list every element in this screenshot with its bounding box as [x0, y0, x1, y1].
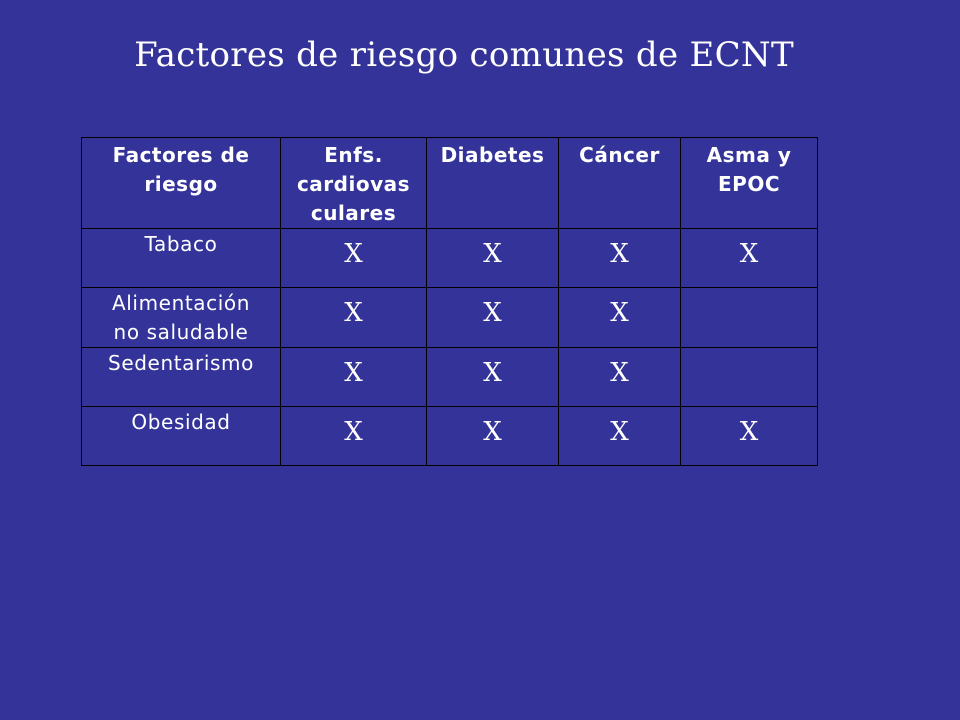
mark-cell: X	[559, 288, 681, 348]
mark-cell: X	[559, 229, 681, 288]
mark-cell	[681, 348, 818, 407]
factor-line: Tabaco	[144, 232, 218, 256]
header-diabetes	[427, 138, 559, 229]
table-row	[82, 229, 818, 288]
header-line: cardiovas	[296, 172, 411, 196]
mark-cell: X	[427, 407, 559, 466]
risk-factors-table	[81, 137, 818, 466]
header-cancer	[559, 138, 681, 229]
mark-cell: X	[281, 407, 427, 466]
header-cardiovascular	[281, 138, 427, 229]
mark-cell: X	[681, 407, 818, 466]
mark-cell: X	[281, 229, 427, 288]
factor-cell	[82, 407, 281, 466]
header-line: Factores de	[112, 143, 250, 167]
header-line: Enfs.	[324, 143, 383, 167]
factor-cell	[82, 348, 281, 407]
mark-cell	[681, 288, 818, 348]
table-row	[82, 288, 818, 348]
table-header-row	[82, 138, 818, 229]
header-risk-factors	[82, 138, 281, 229]
mark-cell: X	[427, 348, 559, 407]
mark-cell: X	[281, 348, 427, 407]
factor-cell	[82, 288, 281, 348]
header-line: Asma y	[706, 143, 792, 167]
factor-line: Sedentarismo	[108, 351, 254, 375]
table-row	[82, 348, 818, 407]
header-line: Cáncer	[579, 143, 660, 167]
header-line: riesgo	[144, 172, 218, 196]
header-line: EPOC	[718, 172, 780, 196]
header-line: culares	[310, 201, 397, 225]
header-line: Diabetes	[440, 143, 545, 167]
header-asthma-copd	[681, 138, 818, 229]
mark-cell: X	[427, 288, 559, 348]
mark-cell: X	[281, 288, 427, 348]
mark-cell: X	[559, 348, 681, 407]
mark-cell: X	[427, 229, 559, 288]
table-row	[82, 407, 818, 466]
mark-cell: X	[559, 407, 681, 466]
factor-line: Obesidad	[131, 410, 231, 434]
mark-cell: X	[681, 229, 818, 288]
slide-title: Factores de riesgo comunes de ECNT	[134, 35, 794, 75]
factor-line: Alimentación	[111, 291, 251, 315]
factor-line: no saludable	[113, 320, 249, 344]
factor-cell	[82, 229, 281, 288]
